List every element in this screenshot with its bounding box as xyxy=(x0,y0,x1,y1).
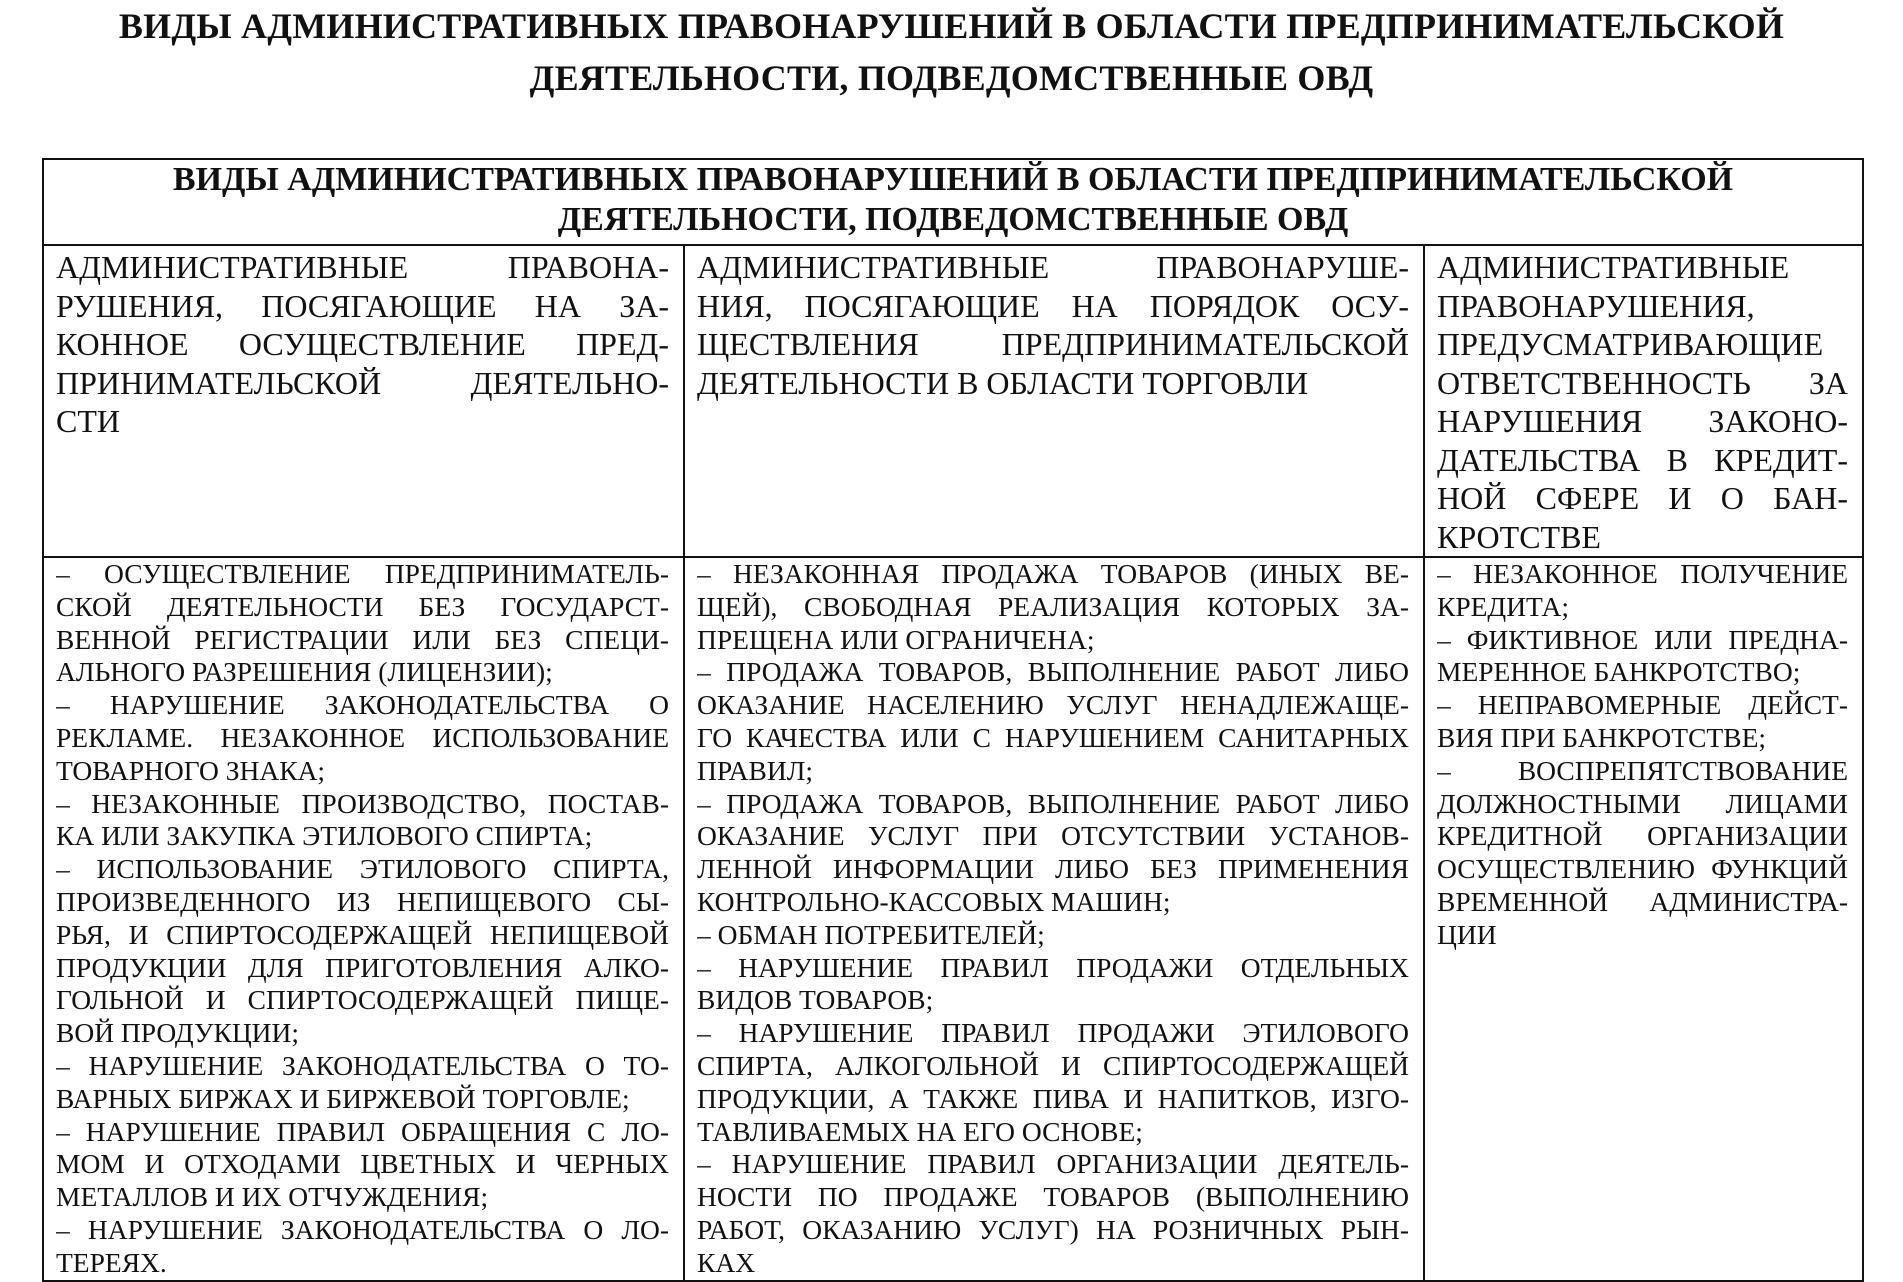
body-line: – НАРУШЕНИЕ ЗАКОНОДАТЕЛЬСТВА О ЛО- xyxy=(56,1213,669,1245)
body-line: МЕРЕННОЕ БАНКРОТСТВО; xyxy=(1437,656,1801,688)
header-line: ОТВЕТСТВЕННОСТЬ ЗА xyxy=(1437,364,1848,401)
body-line: – ПРОДАЖА ТОВАРОВ, ВЫПОЛНЕНИЕ РАБОТ ЛИБО xyxy=(697,656,1409,688)
page-title xyxy=(0,0,1903,104)
body-line: ГО КАЧЕСТВА ИЛИ С НАРУШЕНИЕМ САНИТАРНЫХ xyxy=(697,721,1409,753)
header-line: АДМИНИСТРАТИВНЫЕ ПРАВОНАРУШЕ- xyxy=(697,249,1409,285)
column-header-row xyxy=(43,245,1863,557)
header-line: НОЙ СФЕРЕ И О БАН- xyxy=(1437,480,1848,516)
body-line: КОНТРОЛЬНО-КАССОВЫХ МАШИН; xyxy=(697,885,1171,917)
body-line: ВРЕМЕННОЙ АДМИНИСТРА- xyxy=(1437,885,1848,917)
body-line: РЕКЛАМЕ. НЕЗАКОННОЕ ИСПОЛЬЗОВАНИЕ xyxy=(56,721,669,753)
body-line: – ПРОДАЖА ТОВАРОВ, ВЫПОЛНЕНИЕ РАБОТ ЛИБО xyxy=(697,787,1409,819)
body-line: ОКАЗАНИЕ УСЛУГ ПРИ ОТСУТСТВИИ УСТАНОВ- xyxy=(697,820,1409,852)
body-line: АЛЬНОГО РАЗРЕШЕНИЯ (ЛИЦЕНЗИИ); xyxy=(56,656,553,688)
header-line: НАРУШЕНИЯ ЗАКОНО- xyxy=(1437,403,1848,439)
body-line: СКОЙ ДЕЯТЕЛЬНОСТИ БЕЗ ГОСУДАРСТ- xyxy=(56,590,669,622)
body-line: ДОЛЖНОСТНЫМИ ЛИЦАМИ xyxy=(1437,787,1848,819)
body-line: – ФИКТИВНОЕ ИЛИ ПРЕДНА- xyxy=(1437,623,1848,655)
body-line: – НЕЗАКОННЫЕ ПРОИЗВОДСТВО, ПОСТАВ- xyxy=(56,787,669,819)
body-line: – ОБМАН ПОТРЕБИТЕЛЕЙ; xyxy=(697,918,1045,950)
table-title-line-2: ДЕЯТЕЛЬНОСТИ, ПОДВЕДОМСТВЕННЫЕ ОВД xyxy=(557,201,1349,238)
body-line: ТАВЛИВАЕМЫХ НА ЕГО ОСНОВЕ; xyxy=(697,1115,1143,1147)
header-line: КРОТСТВЕ xyxy=(1437,518,1601,555)
column-body-credit xyxy=(1424,557,1863,1281)
body-line: – НЕЗАКОННОЕ ПОЛУЧЕНИЕ xyxy=(1437,558,1848,589)
body-line: ТОВАРНОГО ЗНАКА; xyxy=(56,754,326,786)
table-title xyxy=(43,159,1863,245)
body-line: КА ИЛИ ЗАКУПКА ЭТИЛОВОГО СПИРТА; xyxy=(56,820,593,852)
body-line: РЬЯ, И СПИРТОСОДЕРЖАЩЕЙ НЕПИЩЕВОЙ xyxy=(56,918,669,950)
body-line: ГОЛЬНОЙ И СПИРТОСОДЕРЖАЩЕЙ ПИЩЕ- xyxy=(56,984,669,1016)
body-line: ПРОДУКЦИИ ДЛЯ ПРИГОТОВЛЕНИЯ АЛКО- xyxy=(56,951,669,983)
header-line: ПРАВОНАРУШЕНИЯ, xyxy=(1437,287,1755,324)
header-line: ЩЕСТВЛЕНИЯ ПРЕДПРИНИМАТЕЛЬСКОЙ xyxy=(697,326,1409,362)
body-line: ЦИИ xyxy=(1437,918,1497,950)
body-line: – НАРУШЕНИЕ ПРАВИЛ ОРГАНИЗАЦИИ ДЕЯТЕЛЬ- xyxy=(697,1148,1409,1180)
header-line: РУШЕНИЯ, ПОСЯГАЮЩИЕ НА ЗА- xyxy=(56,287,669,324)
body-line: – НАРУШЕНИЕ ПРАВИЛ ПРОДАЖИ ЭТИЛОВОГО xyxy=(697,1017,1409,1049)
body-line: ОКАЗАНИЕ НАСЕЛЕНИЮ УСЛУГ НЕНАДЛЕЖАЩЕ- xyxy=(697,689,1409,721)
body-line: – НЕЗАКОННАЯ ПРОДАЖА ТОВАРОВ (ИНЫХ ВЕ- xyxy=(697,558,1409,589)
body-line: – НАРУШЕНИЕ ЗАКОНОДАТЕЛЬСТВА О xyxy=(56,689,669,721)
body-line: ЛЕННОЙ ИНФОРМАЦИИ ЛИБО БЕЗ ПРИМЕНЕНИЯ xyxy=(697,853,1409,885)
header-line: ДЕЯТЕЛЬНОСТИ В ОБЛАСТИ ТОРГОВЛИ xyxy=(697,364,1309,401)
header-line: КОННОЕ ОСУЩЕСТВЛЕНИЕ ПРЕД- xyxy=(56,326,669,362)
column-body-row xyxy=(43,557,1863,1281)
body-line: – НАРУШЕНИЕ ЗАКОНОДАТЕЛЬСТВА О ТО- xyxy=(56,1049,669,1081)
body-line: – НЕПРАВОМЕРНЫЕ ДЕЙСТ- xyxy=(1437,689,1848,721)
body-line: КРЕДИТА; xyxy=(1437,590,1569,622)
body-line: – ВОСПРЕПЯТСТВОВАНИЕ xyxy=(1437,754,1848,786)
body-line: ВЕННОЙ РЕГИСТРАЦИИ ИЛИ БЕЗ СПЕЦИ- xyxy=(56,623,669,655)
header-line: ПРИНИМАТЕЛЬСКОЙ ДЕЯТЕЛЬНО- xyxy=(56,364,669,401)
body-line: – НАРУШЕНИЕ ПРАВИЛ ПРОДАЖИ ОТДЕЛЬНЫХ xyxy=(697,951,1409,983)
header-line: СТИ xyxy=(56,403,120,439)
body-line: ВИДОВ ТОВАРОВ; xyxy=(697,984,934,1016)
body-line: – ОСУЩЕСТВЛЕНИЕ ПРЕДПРИНИМАТЕЛЬ- xyxy=(56,558,669,589)
column-header-business xyxy=(43,245,684,557)
body-line: ПРЕЩЕНА ИЛИ ОГРАНИЧЕНА; xyxy=(697,623,1095,655)
header-line: АДМИНИСТРАТИВНЫЕ xyxy=(1437,249,1790,285)
body-line: КРЕДИТНОЙ ОРГАНИЗАЦИИ xyxy=(1437,820,1848,852)
body-line: ТЕРЕЯХ. xyxy=(56,1246,167,1278)
column-body-business xyxy=(43,557,684,1281)
body-line: ОСУЩЕСТВЛЕНИЮ ФУНКЦИЙ xyxy=(1437,853,1848,885)
page-title-line-2: ДЕЯТЕЛЬНОСТИ, ПОДВЕДОМСТВЕННЫЕ ОВД xyxy=(529,58,1374,98)
body-line: МЕТАЛЛОВ И ИХ ОТЧУЖДЕНИЯ; xyxy=(56,1181,489,1213)
column-header-trade xyxy=(684,245,1424,557)
body-line: КАХ xyxy=(697,1246,756,1278)
header-line: НИЯ, ПОСЯГАЮЩИЕ НА ПОРЯДОК ОСУ- xyxy=(697,287,1409,324)
body-line: – НАРУШЕНИЕ ПРАВИЛ ОБРАЩЕНИЯ С ЛО- xyxy=(56,1115,669,1147)
body-line: ЩЕЙ), СВОБОДНАЯ РЕАЛИЗАЦИЯ КОТОРЫХ ЗА- xyxy=(697,590,1409,622)
body-line: – ИСПОЛЬЗОВАНИЕ ЭТИЛОВОГО СПИРТА, xyxy=(56,853,669,885)
table-title-line-1: ВИДЫ АДМИНИСТРАТИВНЫХ ПРАВОНАРУШЕНИЙ В ОБЛАСТИ ПРЕДПРИНИМАТЕЛЬСКОЙ xyxy=(172,161,1734,198)
header-line: ДАТЕЛЬСТВА В КРЕДИТ- xyxy=(1437,441,1848,478)
offenses-table xyxy=(42,158,1864,1282)
header-line: АДМИНИСТРАТИВНЫЕ ПРАВОНА- xyxy=(56,249,669,285)
body-line: ВАРНЫХ БИРЖАХ И БИРЖЕВОЙ ТОРГОВЛЕ; xyxy=(56,1082,630,1114)
body-line: ВИЯ ПРИ БАНКРОТСТВЕ; xyxy=(1437,721,1767,753)
body-line: ПРОДУКЦИИ, А ТАКЖЕ ПИВА И НАПИТКОВ, ИЗГО- xyxy=(697,1082,1409,1114)
body-line: ПРОИЗВЕДЕННОГО ИЗ НЕПИЩЕВОГО СЫ- xyxy=(56,885,669,917)
body-line: РАБОТ, ОКАЗАНИЮ УСЛУГ) НА РОЗНИЧНЫХ РЫН- xyxy=(697,1213,1409,1245)
column-body-trade xyxy=(684,557,1424,1281)
body-line: МОМ И ОТХОДАМИ ЦВЕТНЫХ И ЧЕРНЫХ xyxy=(56,1148,669,1180)
body-line: ПРАВИЛ; xyxy=(697,754,813,786)
table-title-row xyxy=(43,159,1863,245)
body-line: ВОЙ ПРОДУКЦИИ; xyxy=(56,1017,300,1049)
header-line: ПРЕДУСМАТРИВАЮЩИЕ xyxy=(1437,326,1824,362)
body-line: СПИРТА, АЛКОГОЛЬНОЙ И СПИРТОСОДЕРЖАЩЕЙ xyxy=(697,1049,1409,1081)
body-line: НОСТИ ПО ПРОДАЖЕ ТОВАРОВ (ВЫПОЛНЕНИЮ xyxy=(697,1181,1409,1213)
page-title-line-1: ВИДЫ АДМИНИСТРАТИВНЫХ ПРАВОНАРУШЕНИЙ В ОБЛАСТИ ПРЕДПРИНИМАТЕЛЬСКОЙ xyxy=(118,6,1785,46)
column-header-credit xyxy=(1424,245,1863,557)
